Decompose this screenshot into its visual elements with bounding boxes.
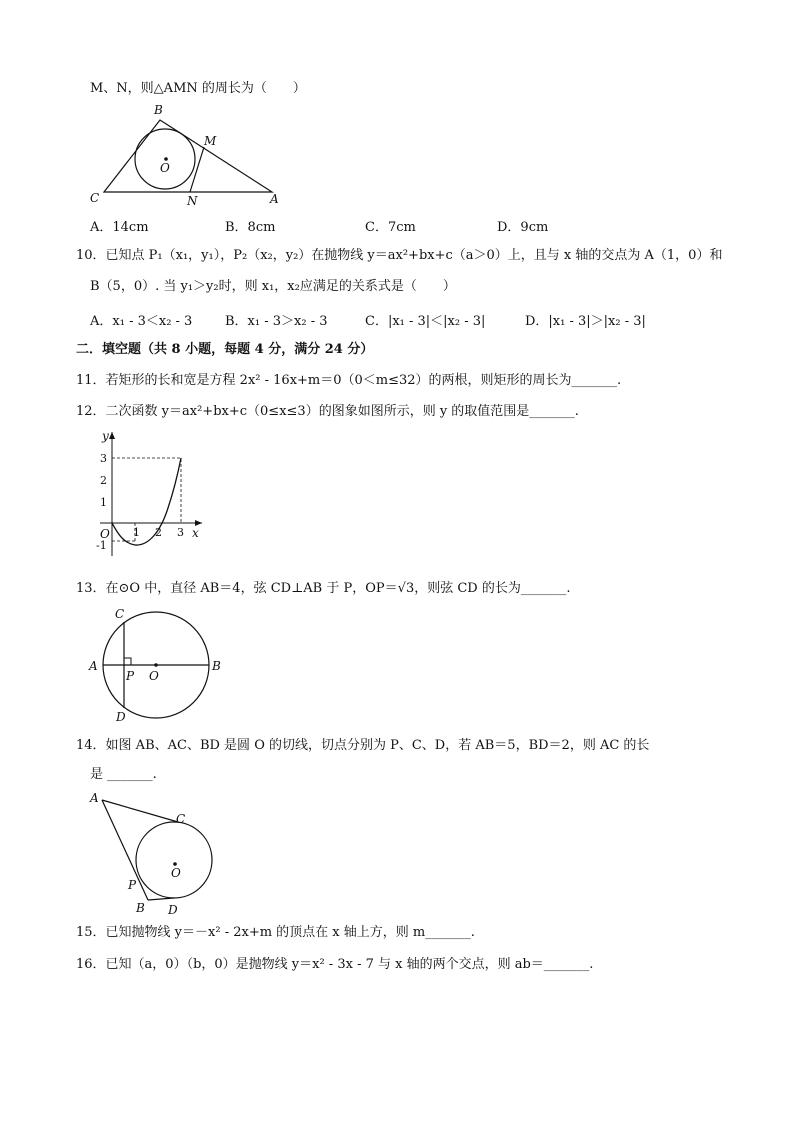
q14-line1: 14．如图 AB、AC、BD 是圆 O 的切线，切点分别为 P、C、D，若 AB＝5，BD＝2，则 AC 的长: [76, 738, 650, 753]
xtick-2: 2: [155, 526, 162, 539]
q9-option-c: C．7cm: [365, 220, 416, 235]
q9-option-d: D．9cm: [497, 220, 549, 235]
q10-line2: B（5，0）. 当 y₁＞y₂时，则 x₁，x₂应满足的关系式是（ ）: [90, 279, 456, 294]
ytick-3: 3: [100, 452, 107, 465]
label-N: N: [187, 194, 198, 208]
q9-option-a: A．14cm: [90, 220, 149, 235]
ytick-2: 2: [100, 474, 107, 487]
label-A: A: [270, 192, 279, 206]
label-P: P: [128, 878, 137, 892]
q10-option-b: B．x₁ - 3＞x₂ - 3: [225, 314, 328, 329]
label-A: A: [89, 659, 98, 673]
q14-line2: 是 _______.: [90, 767, 157, 782]
q13-figure: [88, 604, 228, 724]
label-D: D: [116, 710, 126, 724]
xtick-3: 3: [177, 526, 184, 539]
label-A: A: [90, 791, 99, 805]
ytick-1: 1: [100, 496, 107, 509]
q10-line1: 10．已知点 P₁（x₁，y₁），P₂（x₂，y₂）在抛物线 y＝ax²+bx+c（a＞0）上，且与 x 轴的交点为 A（1，0）和: [76, 248, 723, 263]
label-B: B: [136, 901, 145, 915]
q13-text: 13．在⊙O 中，直径 AB＝4，弦 CD⊥AB 于 P，OP＝√3，则弦 CD 的长为_______.: [76, 581, 571, 596]
label-D: D: [168, 903, 178, 917]
origin-label: O: [100, 527, 110, 541]
ytick-neg1: -1: [96, 539, 107, 552]
q11-text: 11．若矩形的长和宽是方程 2x² - 16x+m＝0（0＜m≤32）的两根，则矩形的周长为_______.: [76, 373, 622, 388]
q15-text: 15．已知抛物线 y＝－x² - 2x+m 的顶点在 x 轴上方，则 m_______.: [76, 925, 475, 940]
label-C: C: [176, 812, 186, 826]
label-C: C: [90, 191, 100, 205]
q9-stem-end: M、N，则△AMN 的周长为（ ）: [90, 81, 306, 96]
axis-y-label: y: [102, 429, 109, 443]
axis-x-label: x: [192, 526, 199, 540]
label-P: P: [126, 669, 135, 683]
label-O: O: [149, 669, 159, 683]
q10-option-d: D．|x₁ - 3|＞|x₂ - 3|: [525, 314, 646, 329]
label-C: C: [115, 607, 125, 621]
q9-figure: [90, 103, 280, 208]
label-M: M: [204, 134, 217, 148]
label-B: B: [212, 659, 221, 673]
label-O: O: [171, 866, 181, 880]
q10-option-c: C．|x₁ - 3|＜|x₂ - 3|: [365, 314, 486, 329]
q12-graph: [90, 428, 220, 558]
q12-text: 12．二次函数 y＝ax²+bx+c（0≤x≤3）的图象如图所示，则 y 的取值范围是_______.: [76, 404, 579, 419]
q16-text: 16．已知（a，0）（b，0）是抛物线 y＝x² - 3x - 7 与 x 轴的两个交点，则 ab＝_______.: [76, 957, 594, 972]
section-title: 二．填空题（共 8 小题，每题 4 分，满分 24 分）: [76, 342, 374, 357]
label-O: O: [160, 161, 170, 175]
xtick-1: 1: [133, 526, 140, 539]
q10-option-a: A．x₁ - 3＜x₂ - 3: [90, 314, 193, 329]
label-B: B: [154, 103, 163, 117]
q14-figure: [88, 788, 228, 918]
q9-option-b: B．8cm: [225, 220, 276, 235]
